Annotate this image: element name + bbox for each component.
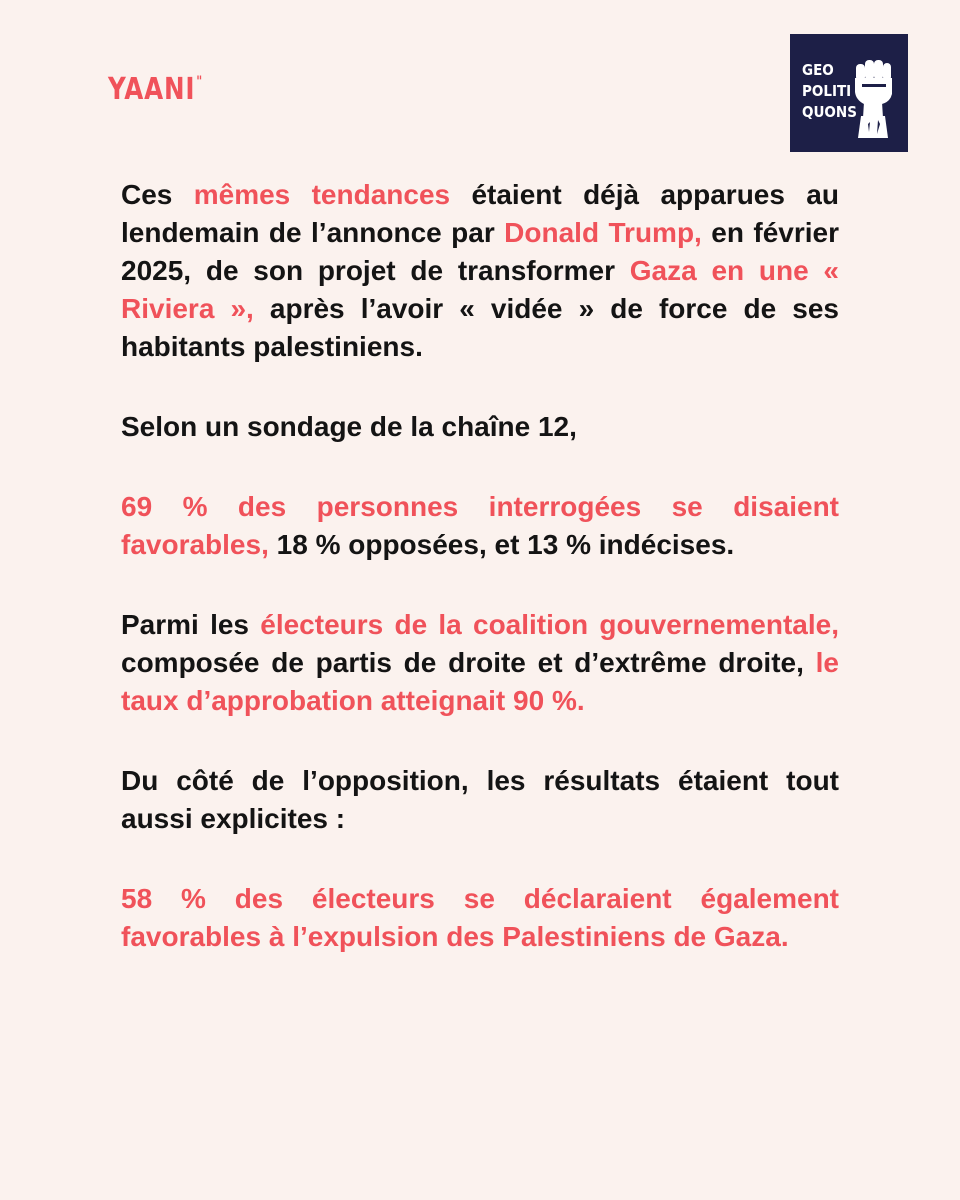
brand-mark: " xyxy=(196,74,204,90)
highlight-gaza-riviera: Gaza en une « Riviera », xyxy=(121,255,840,324)
highlight-69-pourcent: 69 % des personnes interrogées se disaient favorables, xyxy=(121,491,839,560)
highlight-donald-trump: Donald Trump, xyxy=(504,217,702,248)
highlight-taux-approbation: le taux d’approbation atteignait 90 %. xyxy=(121,647,839,716)
text-segment: étaient déjà apparues au lendemain de l’annonce par xyxy=(121,179,839,248)
text-segment: 18 % opposées, et 13 % indécises. xyxy=(268,529,735,560)
highlight-electeurs-coalition: électeurs de la coalition gouvernementale, xyxy=(260,609,839,640)
paragraph-coalition xyxy=(121,606,839,720)
yaani-logo xyxy=(108,72,203,107)
geopolitiquons-logo xyxy=(790,34,908,152)
paragraph-expulsion xyxy=(121,880,839,956)
paragraph-sondage xyxy=(121,408,839,446)
highlight-memes-tendances: mêmes tendances xyxy=(193,179,451,210)
text-segment: Ces xyxy=(121,179,194,210)
paragraph-opposition xyxy=(121,762,839,838)
text-segment: Du côté de l’opposition, les résultats étaient tout aussi explicites : xyxy=(121,765,839,834)
logo-line-3: QUONS xyxy=(802,103,857,121)
text-segment: composée de partis de droite et d’extrême droite, xyxy=(121,647,816,678)
highlight-58-pourcent: 58 % des électeurs se déclaraient également favorables à l’expulsion des Palestiniens de Gaza. xyxy=(121,883,839,952)
text-segment: en février 2025, de son projet de transformer xyxy=(121,217,839,286)
raised-fist-icon xyxy=(852,54,896,138)
text-segment: Parmi les xyxy=(121,609,261,640)
paragraph-resultats-sondage xyxy=(121,488,839,564)
text-segment: Selon un sondage de la chaîne 12, xyxy=(121,411,577,442)
logo-line-2: POLITI xyxy=(802,82,852,100)
logo-line-1: GEO xyxy=(802,61,834,79)
text-segment: après l’avoir « vidée » de force de ses habitants palestiniens. xyxy=(121,293,839,362)
logo-text xyxy=(802,60,857,123)
brand-name: YAANI xyxy=(108,72,196,107)
paragraph-tendances xyxy=(121,176,839,366)
article-body xyxy=(121,176,839,998)
